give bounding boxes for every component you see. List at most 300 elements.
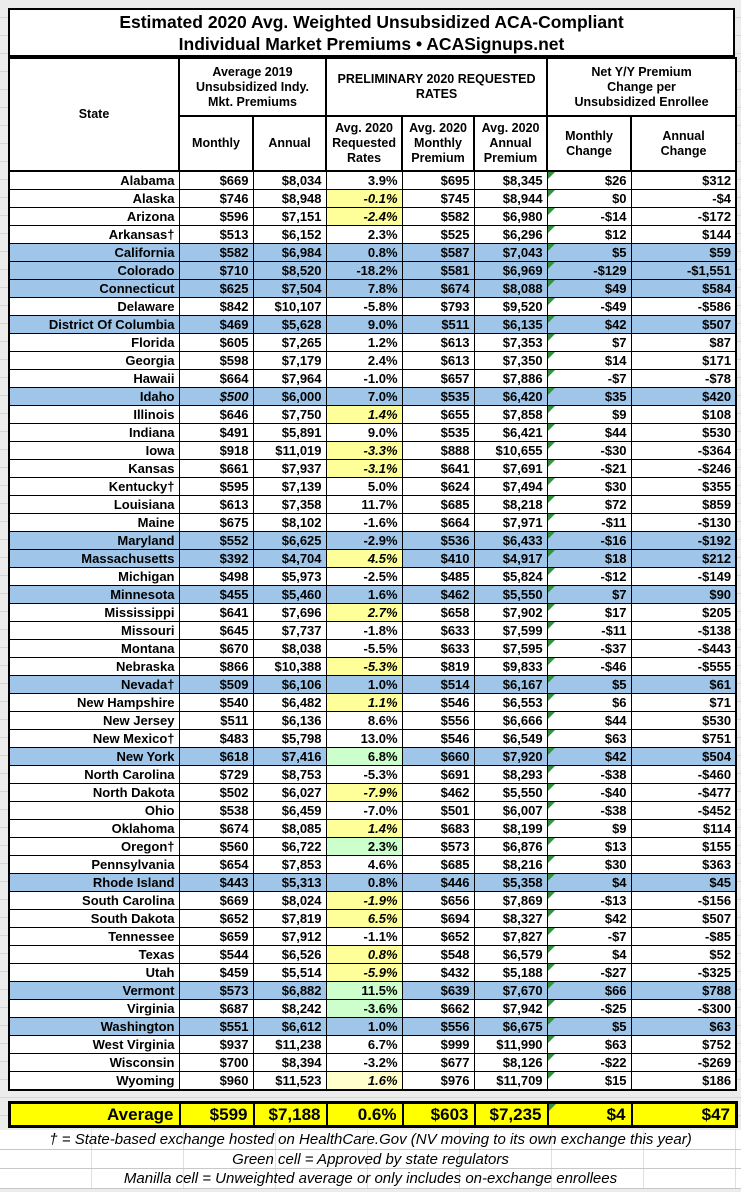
annual-change-cell[interactable]: -$586 bbox=[631, 298, 736, 316]
monthly-2019-cell[interactable]: $669 bbox=[179, 892, 253, 910]
annual-2020-premium-cell[interactable]: $6,980 bbox=[474, 208, 547, 226]
annual-change-cell[interactable]: $52 bbox=[631, 946, 736, 964]
annual-2020-premium-cell[interactable]: $6,675 bbox=[474, 1018, 547, 1036]
annual-2019-cell[interactable]: $8,520 bbox=[253, 262, 326, 280]
average-annual-2020-cell[interactable]: $7,235 bbox=[475, 1103, 548, 1127]
annual-2019-cell[interactable]: $11,238 bbox=[253, 1036, 326, 1054]
annual-2020-premium-cell[interactable]: $7,353 bbox=[474, 334, 547, 352]
annual-2019-cell[interactable]: $8,034 bbox=[253, 171, 326, 190]
monthly-change-cell[interactable]: $13 bbox=[547, 838, 631, 856]
average-monthly-2020-cell[interactable]: $603 bbox=[403, 1103, 475, 1127]
annual-change-cell[interactable]: $63 bbox=[631, 1018, 736, 1036]
requested-rate-cell[interactable]: -1.1% bbox=[326, 928, 402, 946]
monthly-2019-cell[interactable]: $455 bbox=[179, 586, 253, 604]
header-annual-premium-2020[interactable]: Avg. 2020 Annual Premium bbox=[474, 116, 547, 171]
requested-rate-cell[interactable]: -7.9% bbox=[326, 784, 402, 802]
requested-rate-cell[interactable]: 1.2% bbox=[326, 334, 402, 352]
annual-change-cell[interactable]: $507 bbox=[631, 910, 736, 928]
annual-2019-cell[interactable]: $8,242 bbox=[253, 1000, 326, 1018]
annual-change-cell[interactable]: $155 bbox=[631, 838, 736, 856]
annual-2019-cell[interactable]: $5,514 bbox=[253, 964, 326, 982]
state-name-cell[interactable]: Nebraska bbox=[9, 658, 179, 676]
header-change-group[interactable]: Net Y/Y Premium Change per Unsubsidized Enrollee bbox=[547, 58, 736, 116]
state-name-cell[interactable]: Maryland bbox=[9, 532, 179, 550]
annual-change-cell[interactable]: $859 bbox=[631, 496, 736, 514]
annual-2020-premium-cell[interactable]: $6,135 bbox=[474, 316, 547, 334]
monthly-change-cell[interactable]: $63 bbox=[547, 730, 631, 748]
monthly-2019-cell[interactable]: $654 bbox=[179, 856, 253, 874]
monthly-change-cell[interactable]: -$38 bbox=[547, 802, 631, 820]
requested-rate-cell[interactable]: -5.5% bbox=[326, 640, 402, 658]
monthly-change-cell[interactable]: $9 bbox=[547, 406, 631, 424]
average-label-cell[interactable]: Average bbox=[10, 1103, 180, 1127]
annual-change-cell[interactable]: $420 bbox=[631, 388, 736, 406]
monthly-change-cell[interactable]: -$30 bbox=[547, 442, 631, 460]
requested-rate-cell[interactable]: 1.6% bbox=[326, 586, 402, 604]
monthly-change-cell[interactable]: $4 bbox=[547, 946, 631, 964]
state-name-cell[interactable]: Kansas bbox=[9, 460, 179, 478]
annual-2019-cell[interactable]: $10,107 bbox=[253, 298, 326, 316]
state-name-cell[interactable]: Georgia bbox=[9, 352, 179, 370]
header-monthly-change[interactable]: Monthly Change bbox=[547, 116, 631, 171]
requested-rate-cell[interactable]: -3.3% bbox=[326, 442, 402, 460]
annual-2020-premium-cell[interactable]: $7,869 bbox=[474, 892, 547, 910]
annual-2019-cell[interactable]: $8,085 bbox=[253, 820, 326, 838]
monthly-2019-cell[interactable]: $937 bbox=[179, 1036, 253, 1054]
annual-2020-premium-cell[interactable]: $6,969 bbox=[474, 262, 547, 280]
annual-2019-cell[interactable]: $7,696 bbox=[253, 604, 326, 622]
monthly-2020-premium-cell[interactable]: $657 bbox=[402, 370, 474, 388]
annual-change-cell[interactable]: $788 bbox=[631, 982, 736, 1000]
monthly-2020-premium-cell[interactable]: $556 bbox=[402, 712, 474, 730]
annual-2019-cell[interactable]: $7,912 bbox=[253, 928, 326, 946]
header-monthly-2019[interactable]: Monthly bbox=[179, 116, 253, 171]
requested-rate-cell[interactable]: -3.6% bbox=[326, 1000, 402, 1018]
monthly-change-cell[interactable]: $17 bbox=[547, 604, 631, 622]
annual-2020-premium-cell[interactable]: $8,345 bbox=[474, 171, 547, 190]
annual-2019-cell[interactable]: $5,973 bbox=[253, 568, 326, 586]
state-name-cell[interactable]: Delaware bbox=[9, 298, 179, 316]
annual-2020-premium-cell[interactable]: $5,824 bbox=[474, 568, 547, 586]
monthly-2020-premium-cell[interactable]: $695 bbox=[402, 171, 474, 190]
monthly-2020-premium-cell[interactable]: $658 bbox=[402, 604, 474, 622]
monthly-change-cell[interactable]: -$12 bbox=[547, 568, 631, 586]
monthly-2019-cell[interactable]: $540 bbox=[179, 694, 253, 712]
monthly-2019-cell[interactable]: $509 bbox=[179, 676, 253, 694]
monthly-2020-premium-cell[interactable]: $462 bbox=[402, 586, 474, 604]
annual-change-cell[interactable]: $108 bbox=[631, 406, 736, 424]
monthly-change-cell[interactable]: -$40 bbox=[547, 784, 631, 802]
annual-2019-cell[interactable]: $8,753 bbox=[253, 766, 326, 784]
monthly-2020-premium-cell[interactable]: $573 bbox=[402, 838, 474, 856]
monthly-2020-premium-cell[interactable]: $501 bbox=[402, 802, 474, 820]
annual-2020-premium-cell[interactable]: $9,833 bbox=[474, 658, 547, 676]
monthly-2020-premium-cell[interactable]: $641 bbox=[402, 460, 474, 478]
annual-2020-premium-cell[interactable]: $6,553 bbox=[474, 694, 547, 712]
average-monthly-change-cell[interactable]: $4 bbox=[548, 1103, 632, 1127]
annual-2020-premium-cell[interactable]: $6,666 bbox=[474, 712, 547, 730]
annual-2019-cell[interactable]: $6,000 bbox=[253, 388, 326, 406]
annual-2020-premium-cell[interactable]: $5,188 bbox=[474, 964, 547, 982]
state-name-cell[interactable]: Illinois bbox=[9, 406, 179, 424]
monthly-2019-cell[interactable]: $645 bbox=[179, 622, 253, 640]
requested-rate-cell[interactable]: 6.8% bbox=[326, 748, 402, 766]
requested-rate-cell[interactable]: 1.6% bbox=[326, 1072, 402, 1091]
requested-rate-cell[interactable]: -1.9% bbox=[326, 892, 402, 910]
annual-2019-cell[interactable]: $8,394 bbox=[253, 1054, 326, 1072]
annual-change-cell[interactable]: $507 bbox=[631, 316, 736, 334]
monthly-change-cell[interactable]: -$38 bbox=[547, 766, 631, 784]
monthly-2020-premium-cell[interactable]: $548 bbox=[402, 946, 474, 964]
monthly-2020-premium-cell[interactable]: $581 bbox=[402, 262, 474, 280]
monthly-2019-cell[interactable]: $918 bbox=[179, 442, 253, 460]
annual-2019-cell[interactable]: $8,948 bbox=[253, 190, 326, 208]
annual-change-cell[interactable]: -$138 bbox=[631, 622, 736, 640]
requested-rate-cell[interactable]: 2.4% bbox=[326, 352, 402, 370]
annual-change-cell[interactable]: $205 bbox=[631, 604, 736, 622]
annual-2019-cell[interactable]: $6,106 bbox=[253, 676, 326, 694]
annual-change-cell[interactable]: $90 bbox=[631, 586, 736, 604]
monthly-change-cell[interactable]: $12 bbox=[547, 226, 631, 244]
requested-rate-cell[interactable]: 9.0% bbox=[326, 316, 402, 334]
monthly-2019-cell[interactable]: $687 bbox=[179, 1000, 253, 1018]
requested-rate-cell[interactable]: -18.2% bbox=[326, 262, 402, 280]
annual-2020-premium-cell[interactable]: $7,670 bbox=[474, 982, 547, 1000]
annual-change-cell[interactable]: $312 bbox=[631, 171, 736, 190]
monthly-2019-cell[interactable]: $605 bbox=[179, 334, 253, 352]
monthly-2019-cell[interactable]: $443 bbox=[179, 874, 253, 892]
annual-change-cell[interactable]: $363 bbox=[631, 856, 736, 874]
annual-2020-premium-cell[interactable]: $6,420 bbox=[474, 388, 547, 406]
annual-2020-premium-cell[interactable]: $7,920 bbox=[474, 748, 547, 766]
monthly-2020-premium-cell[interactable]: $546 bbox=[402, 730, 474, 748]
state-name-cell[interactable]: Florida bbox=[9, 334, 179, 352]
requested-rate-cell[interactable]: 0.8% bbox=[326, 874, 402, 892]
annual-2019-cell[interactable]: $5,313 bbox=[253, 874, 326, 892]
annual-change-cell[interactable]: $61 bbox=[631, 676, 736, 694]
annual-change-cell[interactable]: -$269 bbox=[631, 1054, 736, 1072]
monthly-change-cell[interactable]: $4 bbox=[547, 874, 631, 892]
annual-2019-cell[interactable]: $7,937 bbox=[253, 460, 326, 478]
monthly-2019-cell[interactable]: $646 bbox=[179, 406, 253, 424]
monthly-2019-cell[interactable]: $729 bbox=[179, 766, 253, 784]
annual-change-cell[interactable]: -$156 bbox=[631, 892, 736, 910]
annual-change-cell[interactable]: -$300 bbox=[631, 1000, 736, 1018]
monthly-2020-premium-cell[interactable]: $685 bbox=[402, 496, 474, 514]
annual-2019-cell[interactable]: $8,024 bbox=[253, 892, 326, 910]
monthly-change-cell[interactable]: -$37 bbox=[547, 640, 631, 658]
monthly-2019-cell[interactable]: $613 bbox=[179, 496, 253, 514]
monthly-2019-cell[interactable]: $560 bbox=[179, 838, 253, 856]
monthly-2019-cell[interactable]: $652 bbox=[179, 910, 253, 928]
annual-2020-premium-cell[interactable]: $6,549 bbox=[474, 730, 547, 748]
header-2020-group[interactable]: PRELIMINARY 2020 REQUESTED RATES bbox=[326, 58, 547, 116]
monthly-2019-cell[interactable]: $641 bbox=[179, 604, 253, 622]
state-name-cell[interactable]: Rhode Island bbox=[9, 874, 179, 892]
monthly-2020-premium-cell[interactable]: $525 bbox=[402, 226, 474, 244]
state-name-cell[interactable]: Vermont bbox=[9, 982, 179, 1000]
state-name-cell[interactable]: Alaska bbox=[9, 190, 179, 208]
annual-2020-premium-cell[interactable]: $9,520 bbox=[474, 298, 547, 316]
monthly-change-cell[interactable]: $42 bbox=[547, 910, 631, 928]
annual-2020-premium-cell[interactable]: $6,876 bbox=[474, 838, 547, 856]
monthly-change-cell[interactable]: -$11 bbox=[547, 514, 631, 532]
annual-change-cell[interactable]: $212 bbox=[631, 550, 736, 568]
state-name-cell[interactable]: Wisconsin bbox=[9, 1054, 179, 1072]
monthly-2019-cell[interactable]: $544 bbox=[179, 946, 253, 964]
annual-2020-premium-cell[interactable]: $5,550 bbox=[474, 586, 547, 604]
state-name-cell[interactable]: Ohio bbox=[9, 802, 179, 820]
annual-2020-premium-cell[interactable]: $11,990 bbox=[474, 1036, 547, 1054]
requested-rate-cell[interactable]: 7.0% bbox=[326, 388, 402, 406]
monthly-2019-cell[interactable]: $674 bbox=[179, 820, 253, 838]
annual-2020-premium-cell[interactable]: $10,655 bbox=[474, 442, 547, 460]
monthly-change-cell[interactable]: $30 bbox=[547, 856, 631, 874]
annual-2020-premium-cell[interactable]: $7,043 bbox=[474, 244, 547, 262]
state-name-cell[interactable]: Kentucky† bbox=[9, 478, 179, 496]
state-name-cell[interactable]: Tennessee bbox=[9, 928, 179, 946]
annual-change-cell[interactable]: -$192 bbox=[631, 532, 736, 550]
requested-rate-cell[interactable]: 1.4% bbox=[326, 820, 402, 838]
state-name-cell[interactable]: Mississippi bbox=[9, 604, 179, 622]
state-name-cell[interactable]: South Dakota bbox=[9, 910, 179, 928]
annual-change-cell[interactable]: $59 bbox=[631, 244, 736, 262]
annual-change-cell[interactable]: -$1,551 bbox=[631, 262, 736, 280]
annual-change-cell[interactable]: -$130 bbox=[631, 514, 736, 532]
annual-change-cell[interactable]: -$460 bbox=[631, 766, 736, 784]
state-name-cell[interactable]: Idaho bbox=[9, 388, 179, 406]
state-name-cell[interactable]: Michigan bbox=[9, 568, 179, 586]
monthly-2019-cell[interactable]: $491 bbox=[179, 424, 253, 442]
monthly-2020-premium-cell[interactable]: $633 bbox=[402, 622, 474, 640]
state-name-cell[interactable]: Virginia bbox=[9, 1000, 179, 1018]
monthly-2020-premium-cell[interactable]: $613 bbox=[402, 334, 474, 352]
annual-change-cell[interactable]: $171 bbox=[631, 352, 736, 370]
monthly-2020-premium-cell[interactable]: $556 bbox=[402, 1018, 474, 1036]
annual-2020-premium-cell[interactable]: $6,433 bbox=[474, 532, 547, 550]
monthly-change-cell[interactable]: -$25 bbox=[547, 1000, 631, 1018]
annual-change-cell[interactable]: $87 bbox=[631, 334, 736, 352]
monthly-change-cell[interactable]: $44 bbox=[547, 712, 631, 730]
state-name-cell[interactable]: Oklahoma bbox=[9, 820, 179, 838]
state-name-cell[interactable]: Alabama bbox=[9, 171, 179, 190]
monthly-change-cell[interactable]: $7 bbox=[547, 586, 631, 604]
monthly-2020-premium-cell[interactable]: $535 bbox=[402, 388, 474, 406]
annual-change-cell[interactable]: $45 bbox=[631, 874, 736, 892]
annual-2019-cell[interactable]: $6,526 bbox=[253, 946, 326, 964]
requested-rate-cell[interactable]: -5.9% bbox=[326, 964, 402, 982]
annual-change-cell[interactable]: -$555 bbox=[631, 658, 736, 676]
state-name-cell[interactable]: California bbox=[9, 244, 179, 262]
monthly-change-cell[interactable]: $44 bbox=[547, 424, 631, 442]
annual-change-cell[interactable]: -$4 bbox=[631, 190, 736, 208]
state-name-cell[interactable]: Iowa bbox=[9, 442, 179, 460]
annual-change-cell[interactable]: -$452 bbox=[631, 802, 736, 820]
monthly-2020-premium-cell[interactable]: $655 bbox=[402, 406, 474, 424]
monthly-2019-cell[interactable]: $392 bbox=[179, 550, 253, 568]
requested-rate-cell[interactable]: 11.7% bbox=[326, 496, 402, 514]
annual-2020-premium-cell[interactable]: $11,709 bbox=[474, 1072, 547, 1091]
monthly-2019-cell[interactable]: $710 bbox=[179, 262, 253, 280]
monthly-2020-premium-cell[interactable]: $613 bbox=[402, 352, 474, 370]
monthly-change-cell[interactable]: -$27 bbox=[547, 964, 631, 982]
monthly-change-cell[interactable]: $35 bbox=[547, 388, 631, 406]
monthly-change-cell[interactable]: $9 bbox=[547, 820, 631, 838]
state-name-cell[interactable]: New Hampshire bbox=[9, 694, 179, 712]
state-name-cell[interactable]: New York bbox=[9, 748, 179, 766]
state-name-cell[interactable]: District Of Columbia bbox=[9, 316, 179, 334]
state-name-cell[interactable]: Maine bbox=[9, 514, 179, 532]
monthly-2019-cell[interactable]: $596 bbox=[179, 208, 253, 226]
annual-2020-premium-cell[interactable]: $7,858 bbox=[474, 406, 547, 424]
monthly-2019-cell[interactable]: $842 bbox=[179, 298, 253, 316]
state-name-cell[interactable]: Washington bbox=[9, 1018, 179, 1036]
annual-change-cell[interactable]: $751 bbox=[631, 730, 736, 748]
annual-2019-cell[interactable]: $6,984 bbox=[253, 244, 326, 262]
state-name-cell[interactable]: Hawaii bbox=[9, 370, 179, 388]
monthly-change-cell[interactable]: -$22 bbox=[547, 1054, 631, 1072]
monthly-2019-cell[interactable]: $552 bbox=[179, 532, 253, 550]
monthly-change-cell[interactable]: $42 bbox=[547, 748, 631, 766]
requested-rate-cell[interactable]: 8.6% bbox=[326, 712, 402, 730]
monthly-2020-premium-cell[interactable]: $660 bbox=[402, 748, 474, 766]
annual-2020-premium-cell[interactable]: $8,293 bbox=[474, 766, 547, 784]
requested-rate-cell[interactable]: -1.8% bbox=[326, 622, 402, 640]
monthly-2019-cell[interactable]: $661 bbox=[179, 460, 253, 478]
requested-rate-cell[interactable]: 5.0% bbox=[326, 478, 402, 496]
state-name-cell[interactable]: Nevada† bbox=[9, 676, 179, 694]
requested-rate-cell[interactable]: 9.0% bbox=[326, 424, 402, 442]
monthly-2019-cell[interactable]: $582 bbox=[179, 244, 253, 262]
requested-rate-cell[interactable]: 1.0% bbox=[326, 676, 402, 694]
monthly-change-cell[interactable]: -$7 bbox=[547, 370, 631, 388]
monthly-2019-cell[interactable]: $573 bbox=[179, 982, 253, 1000]
monthly-2020-premium-cell[interactable]: $691 bbox=[402, 766, 474, 784]
annual-change-cell[interactable]: -$325 bbox=[631, 964, 736, 982]
annual-change-cell[interactable]: -$85 bbox=[631, 928, 736, 946]
monthly-2020-premium-cell[interactable]: $462 bbox=[402, 784, 474, 802]
state-name-cell[interactable]: North Carolina bbox=[9, 766, 179, 784]
annual-2020-premium-cell[interactable]: $7,902 bbox=[474, 604, 547, 622]
annual-2020-premium-cell[interactable]: $7,971 bbox=[474, 514, 547, 532]
state-name-cell[interactable]: Texas bbox=[9, 946, 179, 964]
monthly-2020-premium-cell[interactable]: $694 bbox=[402, 910, 474, 928]
annual-2019-cell[interactable]: $7,964 bbox=[253, 370, 326, 388]
header-requested-rates[interactable]: Avg. 2020 Requested Rates bbox=[326, 116, 402, 171]
state-name-cell[interactable]: Utah bbox=[9, 964, 179, 982]
annual-2019-cell[interactable]: $6,612 bbox=[253, 1018, 326, 1036]
monthly-2019-cell[interactable]: $960 bbox=[179, 1072, 253, 1091]
annual-2019-cell[interactable]: $7,179 bbox=[253, 352, 326, 370]
monthly-2020-premium-cell[interactable]: $656 bbox=[402, 892, 474, 910]
annual-change-cell[interactable]: $114 bbox=[631, 820, 736, 838]
annual-2019-cell[interactable]: $7,750 bbox=[253, 406, 326, 424]
annual-change-cell[interactable]: -$364 bbox=[631, 442, 736, 460]
monthly-2019-cell[interactable]: $664 bbox=[179, 370, 253, 388]
state-name-cell[interactable]: New Jersey bbox=[9, 712, 179, 730]
annual-2019-cell[interactable]: $7,358 bbox=[253, 496, 326, 514]
annual-2019-cell[interactable]: $7,737 bbox=[253, 622, 326, 640]
annual-change-cell[interactable]: -$78 bbox=[631, 370, 736, 388]
average-requested-rate-cell[interactable]: 0.6% bbox=[327, 1103, 403, 1127]
annual-2019-cell[interactable]: $7,151 bbox=[253, 208, 326, 226]
state-name-cell[interactable]: New Mexico† bbox=[9, 730, 179, 748]
requested-rate-cell[interactable]: 2.3% bbox=[326, 226, 402, 244]
monthly-2020-premium-cell[interactable]: $582 bbox=[402, 208, 474, 226]
state-name-cell[interactable]: Wyoming bbox=[9, 1072, 179, 1091]
requested-rate-cell[interactable]: 2.3% bbox=[326, 838, 402, 856]
monthly-2019-cell[interactable]: $498 bbox=[179, 568, 253, 586]
annual-change-cell[interactable]: $186 bbox=[631, 1072, 736, 1091]
monthly-2020-premium-cell[interactable]: $587 bbox=[402, 244, 474, 262]
average-annual-change-cell[interactable]: $47 bbox=[632, 1103, 737, 1127]
monthly-change-cell[interactable]: -$16 bbox=[547, 532, 631, 550]
monthly-change-cell[interactable]: -$11 bbox=[547, 622, 631, 640]
monthly-2020-premium-cell[interactable]: $652 bbox=[402, 928, 474, 946]
header-state[interactable]: State bbox=[9, 58, 179, 171]
monthly-2019-cell[interactable]: $459 bbox=[179, 964, 253, 982]
state-name-cell[interactable]: Indiana bbox=[9, 424, 179, 442]
monthly-2020-premium-cell[interactable]: $685 bbox=[402, 856, 474, 874]
monthly-2020-premium-cell[interactable]: $639 bbox=[402, 982, 474, 1000]
annual-2019-cell[interactable]: $7,504 bbox=[253, 280, 326, 298]
requested-rate-cell[interactable]: -3.2% bbox=[326, 1054, 402, 1072]
annual-2020-premium-cell[interactable]: $5,358 bbox=[474, 874, 547, 892]
requested-rate-cell[interactable]: 6.5% bbox=[326, 910, 402, 928]
annual-change-cell[interactable]: $355 bbox=[631, 478, 736, 496]
monthly-change-cell[interactable]: -$46 bbox=[547, 658, 631, 676]
annual-2020-premium-cell[interactable]: $7,595 bbox=[474, 640, 547, 658]
average-annual-2019-cell[interactable]: $7,188 bbox=[254, 1103, 327, 1127]
annual-2020-premium-cell[interactable]: $7,350 bbox=[474, 352, 547, 370]
annual-change-cell[interactable]: -$172 bbox=[631, 208, 736, 226]
annual-2019-cell[interactable]: $7,416 bbox=[253, 748, 326, 766]
requested-rate-cell[interactable]: -2.9% bbox=[326, 532, 402, 550]
monthly-2020-premium-cell[interactable]: $793 bbox=[402, 298, 474, 316]
requested-rate-cell[interactable]: 11.5% bbox=[326, 982, 402, 1000]
state-name-cell[interactable]: North Dakota bbox=[9, 784, 179, 802]
monthly-change-cell[interactable]: $63 bbox=[547, 1036, 631, 1054]
header-2019-group[interactable]: Average 2019 Unsubsidized Indy. Mkt. Premiums bbox=[179, 58, 326, 116]
state-name-cell[interactable]: West Virginia bbox=[9, 1036, 179, 1054]
annual-2020-premium-cell[interactable]: $7,886 bbox=[474, 370, 547, 388]
requested-rate-cell[interactable]: -2.5% bbox=[326, 568, 402, 586]
state-name-cell[interactable]: Louisiana bbox=[9, 496, 179, 514]
header-annual-change[interactable]: Annual Change bbox=[631, 116, 736, 171]
annual-2020-premium-cell[interactable]: $6,296 bbox=[474, 226, 547, 244]
requested-rate-cell[interactable]: 0.8% bbox=[326, 244, 402, 262]
monthly-change-cell[interactable]: $49 bbox=[547, 280, 631, 298]
annual-change-cell[interactable]: -$477 bbox=[631, 784, 736, 802]
monthly-2019-cell[interactable]: $746 bbox=[179, 190, 253, 208]
annual-2019-cell[interactable]: $7,819 bbox=[253, 910, 326, 928]
annual-2019-cell[interactable]: $4,704 bbox=[253, 550, 326, 568]
annual-2019-cell[interactable]: $5,798 bbox=[253, 730, 326, 748]
state-name-cell[interactable]: Missouri bbox=[9, 622, 179, 640]
annual-2019-cell[interactable]: $6,152 bbox=[253, 226, 326, 244]
monthly-change-cell[interactable]: -$49 bbox=[547, 298, 631, 316]
annual-change-cell[interactable]: $71 bbox=[631, 694, 736, 712]
monthly-change-cell[interactable]: $42 bbox=[547, 316, 631, 334]
monthly-2019-cell[interactable]: $483 bbox=[179, 730, 253, 748]
annual-2020-premium-cell[interactable]: $8,216 bbox=[474, 856, 547, 874]
state-name-cell[interactable]: Massachusetts bbox=[9, 550, 179, 568]
monthly-2020-premium-cell[interactable]: $677 bbox=[402, 1054, 474, 1072]
requested-rate-cell[interactable]: -5.3% bbox=[326, 766, 402, 784]
monthly-change-cell[interactable]: $15 bbox=[547, 1072, 631, 1091]
monthly-2020-premium-cell[interactable]: $819 bbox=[402, 658, 474, 676]
monthly-2020-premium-cell[interactable]: $536 bbox=[402, 532, 474, 550]
